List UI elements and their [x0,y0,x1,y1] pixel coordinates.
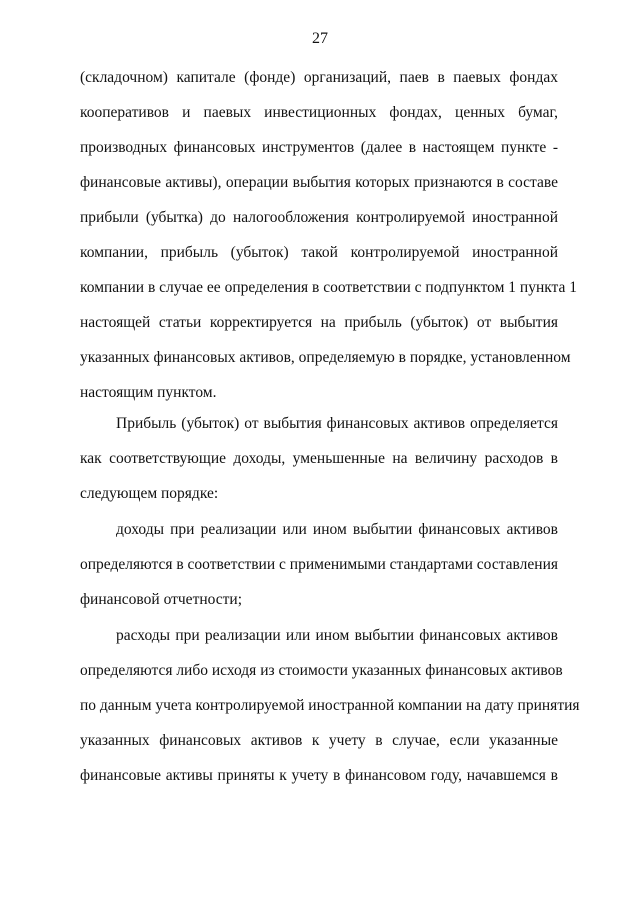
text-line: (складочном) капитале (фонде) организаций, паев в паевых фондах [80,69,558,86]
text-line: Прибыль (убыток) от выбытия финансовых активов определяется [116,415,558,432]
text-line: кооперативов и паевых инвестиционных фондах, ценных бумаг, [80,104,558,121]
text-line: расходы при реализации или ином выбытии финансовых активов [116,627,558,644]
text-line: настоящим пунктом. [80,384,217,401]
text-line: указанных финансовых активов, определяемую в порядке, установленном [80,349,571,366]
text-line: финансовые активы приняты к учету в финансовом году, начавшемся в [80,767,558,784]
text-line: компании, прибыль (убыток) такой контролируемой иностранной [80,244,558,261]
text-line: определяются в соответствии с применимыми стандартами составления [80,556,558,573]
text-line: настоящей статьи корректируется на прибыль (убыток) от выбытия [80,314,558,331]
text-line: как соответствующие доходы, уменьшенные на величину расходов в [80,450,558,467]
text-line: доходы при реализации или ином выбытии финансовых активов [116,521,558,538]
paragraph-1 [80,60,578,410]
text-line: следующем порядке: [80,485,219,502]
page-number: 27 [312,30,328,47]
text-line: указанных финансовых активов к учету в случае, если указанные [80,732,558,749]
text-line: производных финансовых инструментов (далее в настоящем пункте - [80,139,558,156]
text-line: по данным учета контролируемой иностранной компании на дату принятия [80,697,580,714]
text-line: компании в случае ее определения в соответствии с подпунктом 1 пункта 1 [80,279,578,296]
text-line: прибыли (убытка) до налогообложения контролируемой иностранной [80,209,558,226]
text-line: финансовые активы), операции выбытия которых признаются в составе [80,174,558,191]
paragraph-4 [80,618,580,793]
text-line: определяются либо исходя из стоимости указанных финансовых активов [80,662,563,679]
text-line: финансовой отчетности; [80,591,243,608]
paragraph-2 [80,406,558,511]
paragraph-3 [80,512,558,617]
